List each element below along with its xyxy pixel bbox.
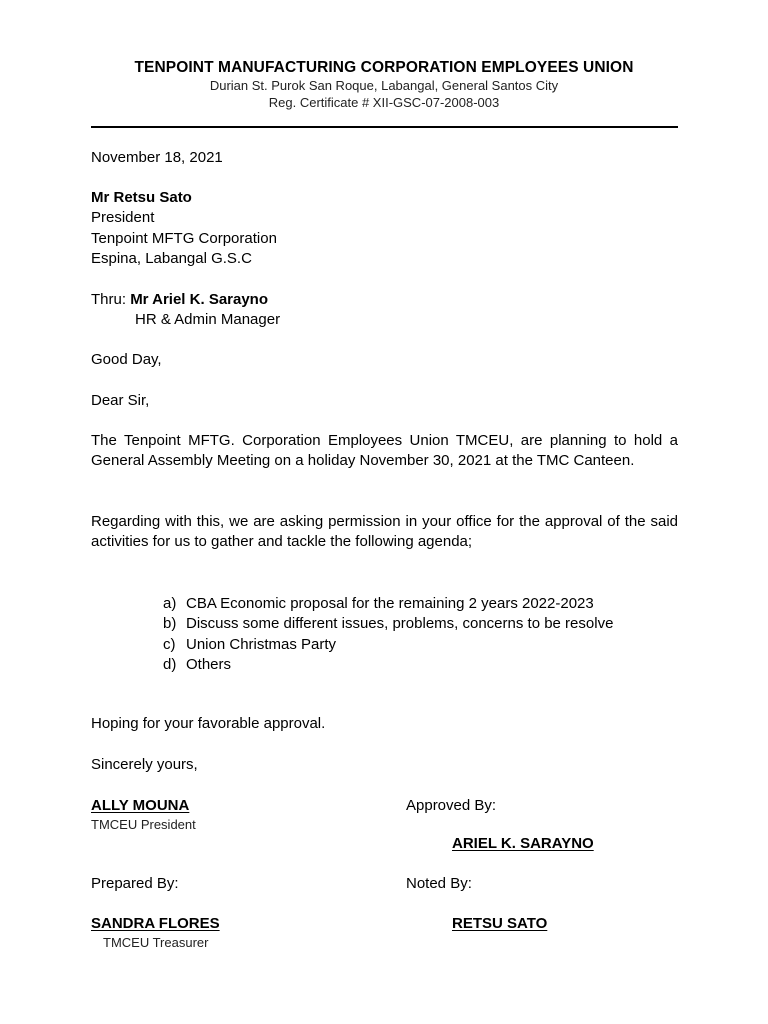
thru-name: Mr Ariel K. Sarayno — [130, 291, 269, 308]
greeting-good-day: Good Day, — [91, 351, 162, 368]
preparer-title: TMCEU Treasurer — [103, 935, 209, 950]
signer-name: ALLY MOUNA — [91, 797, 190, 814]
recipient-name: Mr Retsu Sato — [91, 189, 192, 206]
recipient-address: Espina, Labangal G.S.C — [91, 250, 252, 268]
agenda-list — [163, 594, 677, 676]
letterhead-reg-cert: Reg. Certificate # XII-GSC-07-2008-003 — [268, 95, 500, 110]
body-paragraph-1: The Tenpoint MFTG. Corporation Employees Union TMCEU, are planning to hold a General Assembly Meeting on a holiday November 30, 2021 at the TMC Canteen. — [91, 432, 678, 470]
recipient-title: President — [91, 209, 155, 227]
prepared-by-label: Prepared By: — [91, 875, 179, 892]
greeting-dear-sir: Dear Sir, — [91, 392, 150, 409]
preparer-name: SANDRA FLORES — [91, 915, 220, 932]
list-item: c) Union Christmas Party — [163, 635, 337, 653]
letterhead-address: Durian St. Purok San Roque, Labangal, General Santos City — [209, 78, 559, 93]
signer-title: TMCEU President — [91, 817, 196, 832]
closing-sincerely: Sincerely yours, — [91, 756, 198, 773]
list-item: b) Discuss some different issues, problems, concerns to be resolve — [163, 615, 614, 633]
approved-by-label: Approved By: — [406, 797, 497, 814]
body-paragraph-2: Regarding with this, we are asking permission in your office for the approval of the said activities for us to gather and tackle the following agenda; — [91, 513, 678, 551]
header-divider — [91, 126, 678, 128]
recipient-company: Tenpoint MFTG Corporation — [91, 229, 277, 247]
noted-by-label: Noted By: — [406, 875, 472, 892]
approved-by-name: ARIEL K. SARAYNO — [452, 835, 594, 852]
noted-by-name: RETSU SATO — [452, 915, 548, 932]
list-item: d) Others — [163, 656, 232, 674]
thru-label: Thru: — [91, 291, 127, 308]
letterhead-org-name: TENPOINT MANUFACTURING CORPORATION EMPLOYEES UNION — [134, 59, 634, 76]
letter-date: November 18, 2021 — [91, 149, 223, 166]
thru-title: HR & Admin Manager — [135, 311, 281, 328]
recipient-block — [91, 188, 277, 270]
closing-line: Hoping for your favorable approval. — [91, 715, 326, 732]
list-item: a) CBA Economic proposal for the remaining 2 years 2022-2023 — [163, 595, 594, 612]
thru-line — [91, 290, 268, 310]
